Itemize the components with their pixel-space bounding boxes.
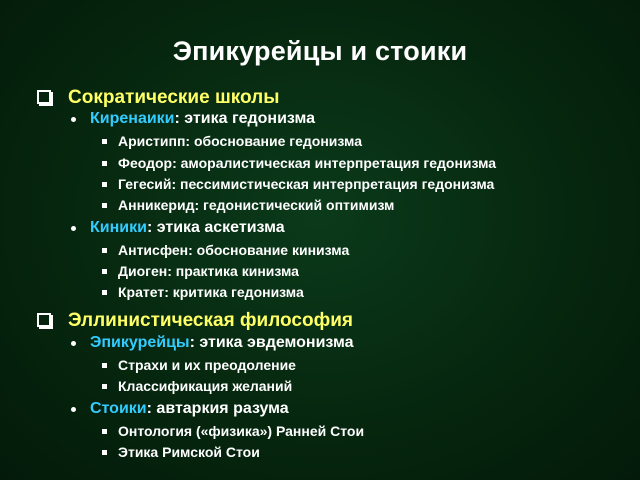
group-description: : этика гедонизма bbox=[174, 110, 316, 127]
list-item-text: Этика Римской Стои bbox=[118, 444, 260, 460]
checkbox-bullet-icon bbox=[37, 313, 51, 327]
list-item-text: Анникерид: гедонистический оптимизм bbox=[118, 197, 395, 213]
section-heading bbox=[68, 87, 279, 109]
list-item bbox=[118, 263, 299, 279]
square-bullet-icon bbox=[102, 182, 107, 187]
slide-title: Эпикурейцы и стоики bbox=[172, 36, 468, 66]
square-bullet-icon bbox=[102, 203, 107, 208]
list-item-text: Антисфен: обоснование кинизма bbox=[118, 242, 350, 258]
dot-bullet-icon bbox=[71, 117, 76, 122]
list-item-text: Диоген: практика кинизма bbox=[118, 263, 299, 279]
dot-bullet-icon bbox=[71, 407, 76, 412]
list-item-text: Кратет: критика гедонизма bbox=[118, 284, 304, 300]
list-item bbox=[118, 423, 364, 439]
list-item bbox=[118, 357, 296, 373]
list-item-text: Страхи и их преодоление bbox=[118, 357, 296, 373]
list-item bbox=[118, 155, 496, 171]
list-item-text: Классификация желаний bbox=[118, 378, 293, 394]
group-name: Стоики bbox=[90, 400, 147, 417]
group-name: Эпикурейцы bbox=[90, 334, 190, 351]
list-item-text: Аристипп: обоснование гедонизма bbox=[118, 133, 362, 149]
group-description: : автаркия разума bbox=[146, 400, 289, 417]
square-bullet-icon bbox=[102, 161, 107, 166]
list-item-text: Онтология («физика») Ранней Стои bbox=[118, 423, 365, 439]
group-description: : этика аскетизма bbox=[146, 219, 285, 236]
square-bullet-icon bbox=[102, 429, 107, 434]
list-item bbox=[118, 176, 494, 192]
square-bullet-icon bbox=[102, 248, 107, 253]
square-bullet-icon bbox=[102, 384, 107, 389]
checkbox-bullet-icon bbox=[37, 90, 51, 104]
list-item bbox=[118, 444, 260, 460]
group-description: : этика эвдемонизма bbox=[189, 334, 354, 351]
list-item bbox=[118, 242, 349, 258]
section-heading bbox=[68, 310, 353, 332]
list-item bbox=[118, 197, 394, 213]
section-heading-text: Эллинистическая философия bbox=[68, 310, 353, 331]
square-bullet-icon bbox=[102, 269, 107, 274]
square-bullet-icon bbox=[102, 450, 107, 455]
group-heading bbox=[90, 110, 315, 128]
group-heading bbox=[90, 400, 289, 418]
group-name: Киники bbox=[90, 219, 147, 236]
section-heading-text: Сократические школы bbox=[68, 87, 280, 108]
square-bullet-icon bbox=[102, 139, 107, 144]
list-item bbox=[118, 284, 304, 300]
group-heading bbox=[90, 219, 285, 237]
list-item-text: Гегесий: пессимистическая интерпретация гедонизма bbox=[118, 176, 495, 192]
list-item-text: Феодор: аморалистическая интерпретация гедонизма bbox=[118, 155, 497, 171]
dot-bullet-icon bbox=[71, 226, 76, 231]
group-name: Киренаики bbox=[90, 110, 175, 127]
group-heading bbox=[90, 334, 354, 352]
dot-bullet-icon bbox=[71, 341, 76, 346]
square-bullet-icon bbox=[102, 363, 107, 368]
list-item bbox=[118, 133, 362, 149]
square-bullet-icon bbox=[102, 290, 107, 295]
list-item bbox=[118, 378, 292, 394]
